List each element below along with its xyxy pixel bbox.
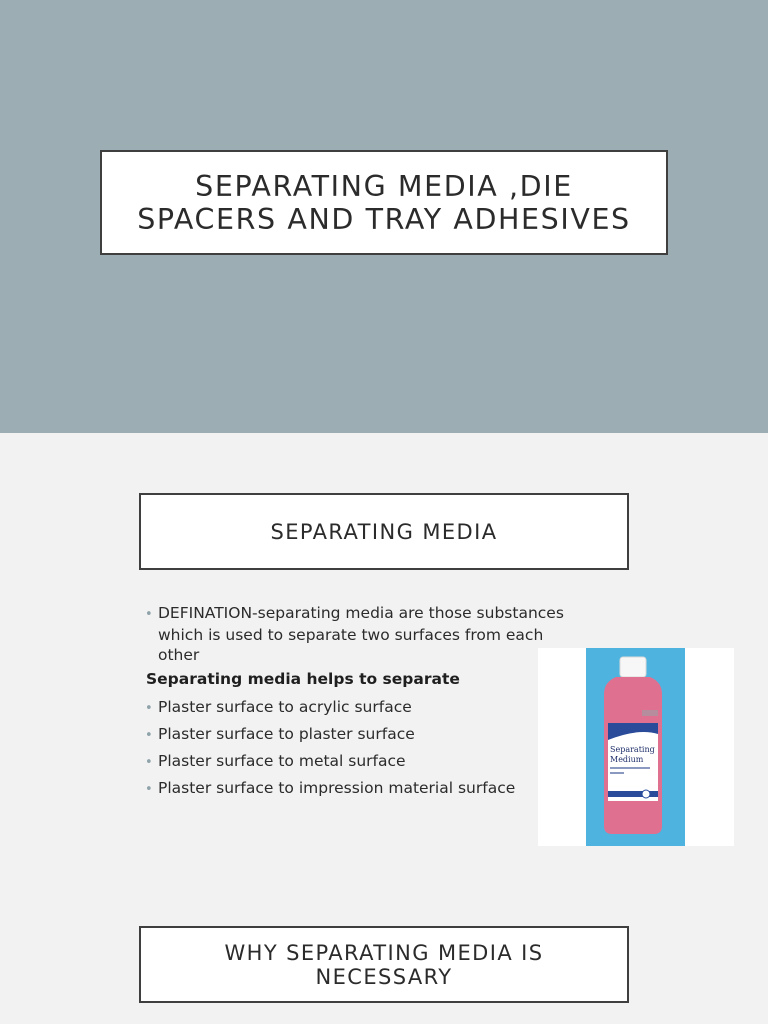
definition-line-3: other: [158, 646, 200, 664]
list-item-text: Plaster surface to plaster surface: [158, 725, 415, 743]
content-slide: [0, 433, 768, 1024]
list-item-text: Plaster surface to metal surface: [158, 752, 406, 770]
bullet-dot-icon: •: [145, 728, 153, 743]
section-heading-box-2: [139, 926, 629, 1003]
definition-line-1: [145, 603, 564, 625]
title-slide: [0, 0, 768, 433]
list-item-text: Plaster surface to impression material surface: [158, 779, 516, 797]
bullet-dot-icon: •: [145, 701, 153, 716]
list-item: [145, 697, 412, 719]
bottle-badge: [642, 710, 658, 716]
title-box: [100, 150, 668, 255]
bullet-dot-icon: •: [145, 755, 153, 770]
definition-text-1: separating media are those substances: [257, 604, 564, 622]
separating-medium-bottle-image: [538, 648, 734, 846]
definition-bullet: [145, 603, 564, 665]
helps-heading: Separating media helps to separate: [146, 670, 460, 688]
brand-logo-icon: [642, 790, 650, 798]
bullet-dot-icon: •: [145, 607, 153, 622]
list-item-text: Plaster surface to acrylic surface: [158, 698, 412, 716]
label-text-1: Separating: [610, 745, 655, 754]
product-photo: [538, 648, 734, 846]
list-item: [145, 724, 415, 746]
list-item: [145, 751, 406, 773]
bottle-cap: [620, 657, 646, 677]
label-fine-print: [610, 767, 650, 769]
list-item: [145, 778, 515, 800]
section-heading-2: WHY SEPARATING MEDIA IS NECESSARY: [224, 940, 544, 989]
label-fine-print: [610, 772, 624, 774]
section-heading: SEPARATING MEDIA: [270, 519, 498, 544]
definition-line-2: which is used to separate two surfaces from each: [158, 626, 544, 644]
slide-title: SEPARATING MEDIA ,DIE SPACERS AND TRAY ADHESIVES: [137, 169, 631, 236]
label-text-2: Medium: [610, 755, 644, 764]
definition-label: DEFINATION-: [158, 604, 258, 622]
bullet-dot-icon: •: [145, 782, 153, 797]
